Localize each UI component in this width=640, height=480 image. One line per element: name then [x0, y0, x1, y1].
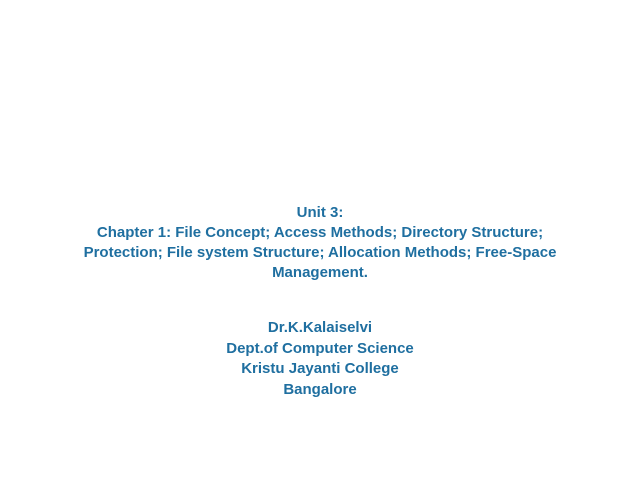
author-department: Dept.of Computer Science — [226, 339, 414, 357]
author-block — [0, 318, 640, 400]
chapter-title-line-2: Protection; File system Structure; Allocation Methods; Free-Space — [83, 244, 557, 261]
author-city: Bangalore — [283, 380, 357, 398]
author-name: Dr.K.Kalaiselvi — [267, 319, 373, 336]
author-college: Kristu Jayanti College — [241, 360, 399, 377]
unit-heading: Unit 3: — [296, 204, 344, 221]
chapter-title-line-3: Management. — [272, 264, 368, 281]
title-block — [0, 203, 640, 283]
chapter-title-line-1: Chapter 1: File Concept; Access Methods; Directory Structure; — [96, 224, 544, 241]
